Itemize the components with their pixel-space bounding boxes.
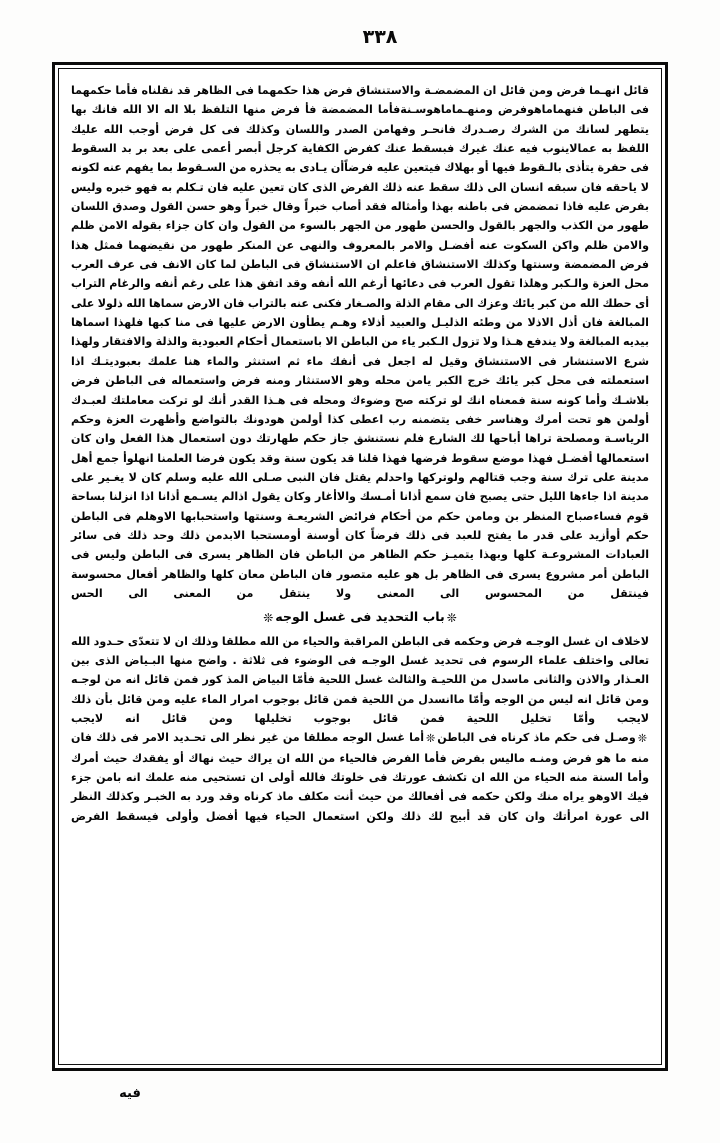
text-column	[71, 81, 649, 1054]
body-paragraph-2: لاخلاف ان غسل الوجـه فرض وحكمه فى الباطن المراقبة والحياء من الله مطلقا وذلك ان لا تتعدّى حـدود الله تعالى واختلف علماء الرسوم فى تحديد غسل الوجـه فى الوضوء فى ثلاثة . واضح منها البـياض الذى بين العـذار والاذن والثانى ماسدل من اللحيـة والثالث غسل اللحية فأمّا البياض المذ كور فمن قائل انه من لوجـه ومن قائل انه ليس من الوجه وأمّا ماانسدل من اللحية فمن قائل بوجوب امرار الماء عليه ومن قائل بأن ذلك لايجب وأمّا تخليل اللحية فمن قائل بوجوب تخليلها ومن قائل انه لايجب	[71, 634, 649, 725]
page-number: ٣٣٨	[362, 26, 398, 48]
catchword: فيه	[119, 1086, 141, 1101]
ornament-flower-icon-right: ❊	[446, 611, 457, 626]
page-frame-inner	[58, 68, 662, 1065]
catchword-block	[0, 1082, 720, 1101]
inline-section-heading-text: وصـل فى حكم ماذ كرناه فى الباطن	[437, 731, 636, 745]
inline-ornament-flower-icon-right: ❊	[637, 732, 647, 746]
page-frame-outer	[52, 62, 668, 1071]
inline-ornament-flower-icon-left: ❊	[426, 732, 436, 746]
body-paragraph-1: قائل انهـما فرض ومن قائل ان المضمضـة والاستنشاق فرض هذا حكمهما فى الظاهر قد نقلناه فأما حكمهما فى الباطن فنهماماهوفرض ومنهـماماهوسـنةفأما المضمضة فأ فرض منها التلفظ بلا اله الا الله فانك بها يتطهر لسانك من الشرك رصـدرك فانحـر وفهامن الصدر واللسان وكذلك فى كل فرض أوجب الله عليك اللفظ به عمالاينوب فيه عنك غيرك فبسقط عنك كفرض الكفاية كرجل أبصر أعمى على بعد بر بد السقوط فى حفرة يتأذى بالـقوط فيها أو بهلاك فيتعين عليه فرضاًأن يـادى به يحذره من السـقوط بما يفهم عنه لكونه لا ياحقه فان سبقه انسان الى ذلك سقط عنه ذلك الفرض الذى كان تعين عليه فان تـكلم به فهو خبره وليس بفرض عليه فاذا تمضمض فى باطنه بهذا وأمثاله فقد أصاب خبراً وقال خبراً وهو حسن القول وصدق اللسان طهور من الكذب والجهر بالقول والحسن طهور من الجهر بالسوء من القول وان كان جزاء بقوله الامن ظلم والامن ظلم واكن السكوت عنه أفضـل والامر بالمعروف والنهى عن المنكر طهور من نقيضهما فمثل هذا فرض المضمضة وسنتها وكذلك الاستنشاق فاعلم ان الاستنشاق فى الباطن لما كان الانف فى عرف العرب محل العزة والـكبر وهلذا تقول العرب فى دعائها أرغم الله أنفه وقد اتفق هذا على رغم أنفه والرغام التراب أى حطك الله من كبر يائك وعزك الى مقام الذلة والصـغار فكنى عنه بالتراب فان الارض سماها الله ذلولا على المبالغة فان أذل الاذلا من وطئه الذليـل والعبيد أذلاء وهـم يطأون الارض عليها فى منا كبها فلهذا اسماها بيديه المبالغة ولا يندفع هـذا ولا تزول الـكبر ياء من الباطن الا باستعمال أحكام العبودية والذلة والافتقار ولهذا شرع الاستنشار فى الاستنشاق وقيل له اجعل فى أنفك ماء ثم استنثر والماء هنا علمك بعبوديتـك اذا استعملته فى محل كبر يائك خرج الكبر يامن محله وهو الاستنثار ومنه فرض واستعماله فى الباطن فرض بلاشـك وأما كونه سنة فمعناه انك لو تركته صح وضوءك ومحله فى هـذا القدر أنك لو تركت معاملتك لعبـدك أولمن هو تحت أمرك وهناسر خفى يتضمنه رب اعطى كذا أولمن هودونك بالتواضع وأظهرت العزة وحكم الرياسـة ومصلحة تراها أباحها لك الشارع فلم نستنشق جاز حكم طهارتك دون استعمال هذا الفعل وان كان استعمالها أفضـل فهذا موضع سقوط فرضها فهذا قلنا قد يكون سنة وقد يكون فرضا العلمنا انهلوأ جمع أهل مدينة على ترك سنة وجب قتالهم ولوتركها واحدلم يقتل فان النبى صـلى الله عليه وسلم كان لا يغـير على مدينة اذا جاءها الليل حتى يصبح فان سمع أذانا أمـسك والاأغار وكان يقول اذالم يسـمع أذانا اذا انزلنا بساحة قوم فساءصباح المنظر بن ومامن حكم من أحكام فرائض الشريعـة وسنتها واستحبابها الاوهلم فى الباطن حكم أوأزيد على قدر ما يفتح للعبد فى ذلك فرضاً كان أوسنة أومستحبا الابدمن ذلك وحد ذلك فى سائر العبادات المشروعـة كلها وبهذا يتميـز حكم الظاهر من الباطن فان الظاهر يسرى فى الباطن وليس فى الباطن أمر مشروع يسرى فى الظاهر بل هو عليه متصور فان الباطن معان كلها والظاهر أفعال محسوسة فينتقل من المحسوس الى المعنى ولا ينتقل من المعنى الى الحس	[71, 84, 649, 600]
chapter-heading-text: باب التحديد فى غسل الوجه	[275, 609, 445, 625]
chapter-heading	[71, 607, 649, 628]
body-paragraph-3	[71, 728, 649, 826]
ornament-flower-icon-left: ❊	[263, 611, 274, 626]
page-number-header	[0, 26, 720, 48]
body-paragraph-3-text: أما غسل الوجه مطلقا من غير نظر الى تحـديد الامر فى ذلك فان منه ما هو فرض ومنـه ماليس بفرض فأما الفرض فالحياء من الله ان يراك حيث نهاك أو يفقدك حيث أمرك وأما السنة منه الحياء من الله ان تكشف عورتك فى خلوتك فالله أولى ان تستحيى منه علمك انه بامن جزء فيك الاوهو يراه منك ولكن حكمه فى أفعالك من حيث أنت مكلف ماذ كرناه وقد ورد به الخبـر وكذلك النظر الى عورة امرأتك وان كان قد أبيح لك ذلك ولكن استعمال الحياء فيها أفضل وأولى فيسقط الفرض	[71, 731, 649, 823]
inline-section-heading	[424, 731, 649, 744]
